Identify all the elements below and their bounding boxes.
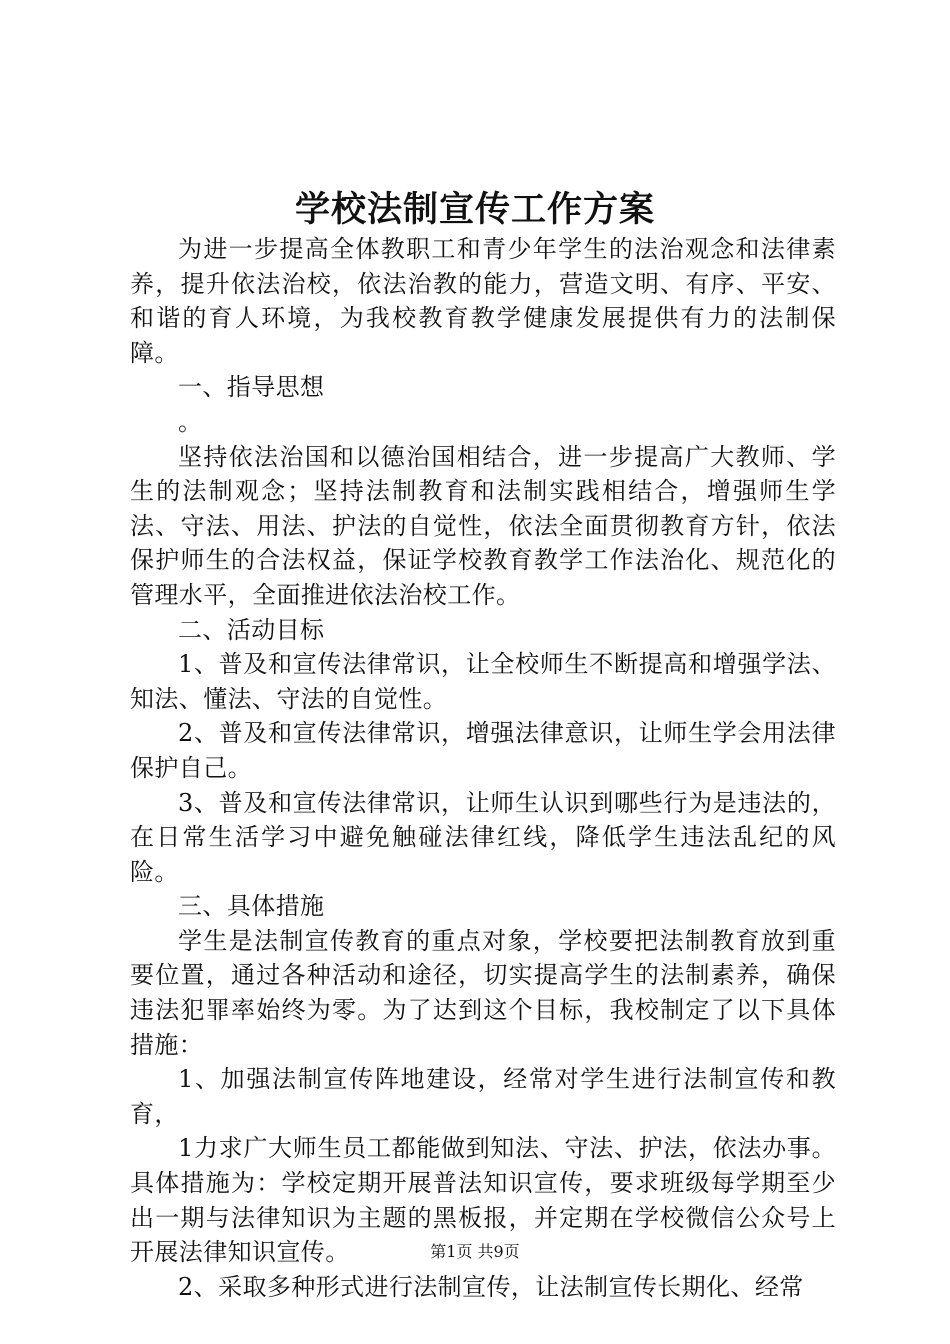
measure-item-2: 2、采取多种形式进行法制宣传，让法制宣传长期化、经常 (178, 1272, 804, 1301)
document-body (130, 232, 836, 1304)
intro-paragraph: 为进一步提高全体教职工和青少年学生的法治观念和法律素养，提升依法治校，依法治教的能力，营造文明、有序、平安、和谐的育人环境，为我校教育教学健康发展提供有力的法制保障。 (130, 235, 836, 367)
stray-period: 。 (178, 407, 203, 436)
section-heading-guiding-ideology: 一、指导思想 (178, 373, 325, 402)
measure-item-1: 1、加强法制宣传阵地建设，经常对学生进行法制宣传和教育， (130, 1065, 836, 1128)
page-footer: 第1页 共9页 (430, 1242, 520, 1261)
goal-item-2: 2、普及和宣传法律常识，增强法律意识，让师生学会用法律保护自己。 (130, 719, 836, 782)
section-heading-measures: 三、具体措施 (178, 892, 325, 921)
goal-item-1: 1、普及和宣传法律常识，让全校师生不断提高和增强学法、知法、懂法、守法的自觉性。 (130, 650, 836, 713)
guiding-ideology-paragraph: 坚持依法治国和以德治国相结合，进一步提高广大教师、学生的法制观念；坚持法制教育和法制实践相结合，增强师生学法、守法、用法、护法的自觉性，依法全面贯彻教育方针，依法保护师生的合法权益，保证学校教育教学工作法治化、规范化的管理水平，全面推进依法治校工作。 (130, 442, 836, 609)
measures-intro-paragraph: 学生是法制宣传教育的重点对象，学校要把法制教育放到重要位置，通过各种活动和途径，切实提高学生的法制素养，确保违法犯罪率始终为零。为了达到这个目标，我校制定了以下具体措施： (130, 926, 836, 1059)
document-title: 学校法制宣传工作方案 (294, 189, 655, 230)
goal-item-3: 3、普及和宣传法律常识，让师生认识到哪些行为是违法的，在日常生活学习中避免触碰法律红线，降低学生违法乱纪的风险。 (130, 788, 836, 886)
measure-item-1-detail: 1力求广大师生员工都能做到知法、守法、护法，依法办事。具体措施为：学校定期开展普法知识宣传，要求班级每学期至少出一期与法律知识为主题的黑板报，并定期在学校微信公众号上开展法律知识宣传。 (130, 1134, 836, 1267)
section-heading-goals: 二、活动目标 (178, 615, 325, 644)
